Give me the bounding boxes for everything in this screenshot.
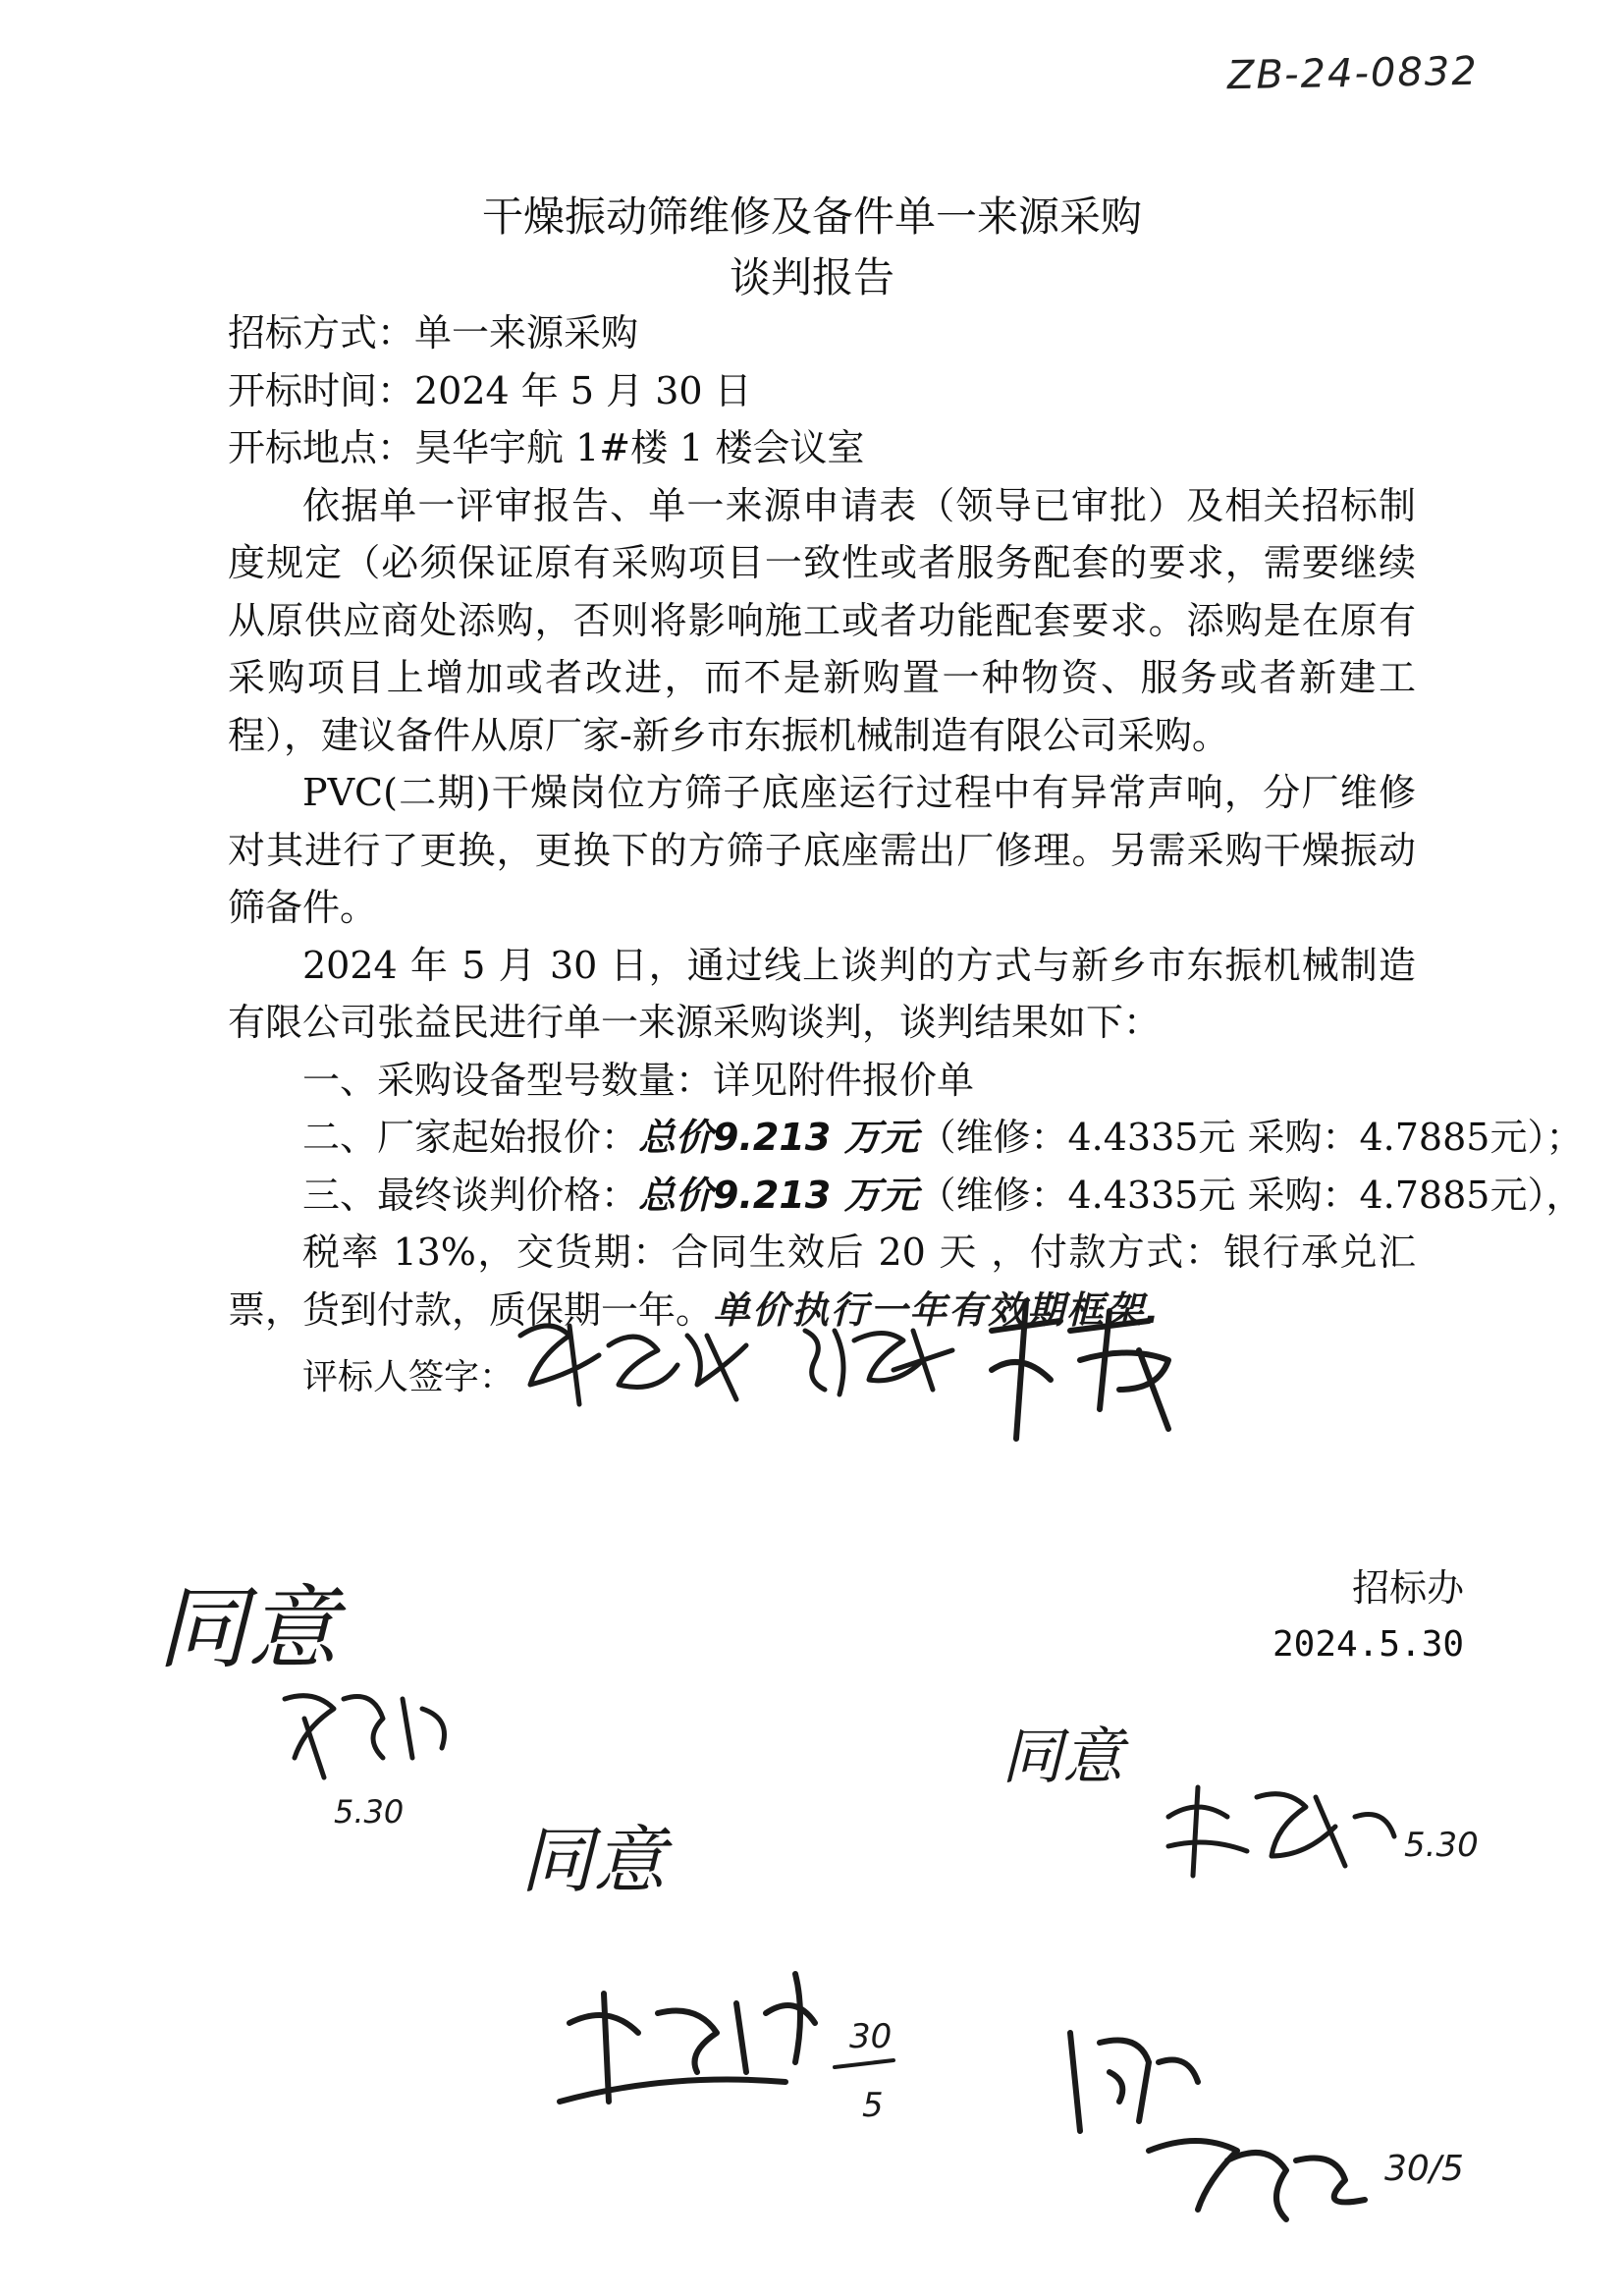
result-item-2	[228, 1109, 1584, 1167]
approval-agree-text-3: 同意	[1001, 1721, 1124, 1792]
document-title: 干燥振动筛维修及备件单一来源采购	[481, 192, 1142, 241]
approval-block-3	[1001, 1709, 1492, 1905]
result-item-3-label: 三、最终谈判价格：	[302, 1173, 639, 1217]
paragraph-background: PVC(二期)干燥岗位方筛子底座运行过程中有异常声响，分厂维修对其进行了更换，更换下的方筛子底座需出厂修理。另需采购干燥振动筛备件。	[228, 771, 1416, 929]
bidding-office-block	[1272, 1559, 1464, 1673]
approval-block-4	[550, 1954, 923, 2180]
approval-signature-1	[285, 1696, 445, 1777]
final-total-price: 总价9.213 万元	[638, 1173, 919, 1217]
approval-signature-3	[1168, 1787, 1394, 1876]
result-item-2-label: 二、厂家起始报价：	[302, 1116, 639, 1159]
bidding-office-name: 招标办	[1352, 1566, 1465, 1610]
approval-signature-4	[560, 1974, 815, 2102]
terms-text: 税率 13%，交货期：合同生效后 20 天 ，付款方式：银行承兑汇票，货到付款，质保期一年。	[228, 1230, 1416, 1332]
document-number: ZB-24-0832	[1226, 48, 1480, 99]
handwritten-validity-note: 单价执行一年有效期框架.	[713, 1287, 1162, 1332]
initial-price-detail: （维修：4.4335元 采购：4.7885元）；	[918, 1116, 1584, 1159]
approval-date-3: 5.30	[1404, 1826, 1479, 1865]
final-price-detail: （维修：4.4335元 采购：4.7885元），	[918, 1173, 1584, 1217]
approval-agree-text-1: 同意	[157, 1576, 339, 1681]
approval-date-4-month: 5	[862, 2086, 884, 2125]
approval-signature-5	[1070, 2033, 1365, 2219]
reviewer-signature-2	[795, 1311, 962, 1409]
initial-total-price: 总价9.213 万元	[638, 1116, 919, 1159]
approval-block-1	[157, 1552, 491, 1846]
field-bid-location: 开标地点：昊华宇航 1#楼 1 楼会议室	[228, 426, 865, 469]
approval-block-5	[1051, 2013, 1502, 2249]
approval-agree-text-2: 同意	[520, 1819, 666, 1903]
signers-label: 评标人签字：	[302, 1357, 515, 1397]
reviewer-signature-1	[511, 1306, 766, 1414]
approval-date-1: 5.30	[334, 1793, 405, 1831]
field-bid-method: 招标方式：单一来源采购	[228, 311, 639, 355]
approval-date-4-day: 30	[849, 2017, 893, 2056]
approval-block-2	[520, 1797, 746, 1915]
approval-date-5: 30/5	[1384, 2149, 1464, 2189]
result-item-3	[228, 1167, 1584, 1225]
reviewer-signature-3	[972, 1291, 1188, 1449]
document-subtitle: 谈判报告	[729, 253, 894, 301]
result-item-1: 一、采购设备型号数量：详见附件报价单	[302, 1058, 975, 1102]
document-body	[228, 304, 1584, 1339]
paragraph-basis: 依据单一评审报告、单一来源申请表（领导已审批）及相关招标制度规定（必须保证原有采购项目一致性或者服务配套的要求，需要继续从原供应商处添购，否则将影响施工或者功能配套要求。添购是在原有采购项目上增加或者改进，而不是新购置一种物资、服务或者新建工程），建议备件从原厂家-新乡市东振机械制造有限公司采购。	[228, 483, 1416, 757]
paragraph-negotiation: 2024 年 5 月 30 日，通过线上谈判的方式与新乡市东振机械制造有限公司张益民进行单一来源采购谈判，谈判结果如下：	[228, 943, 1416, 1044]
bidding-office-date: 2024.5.30	[1272, 1624, 1465, 1665]
field-bid-time: 开标时间：2024 年 5 月 30 日	[228, 368, 752, 412]
